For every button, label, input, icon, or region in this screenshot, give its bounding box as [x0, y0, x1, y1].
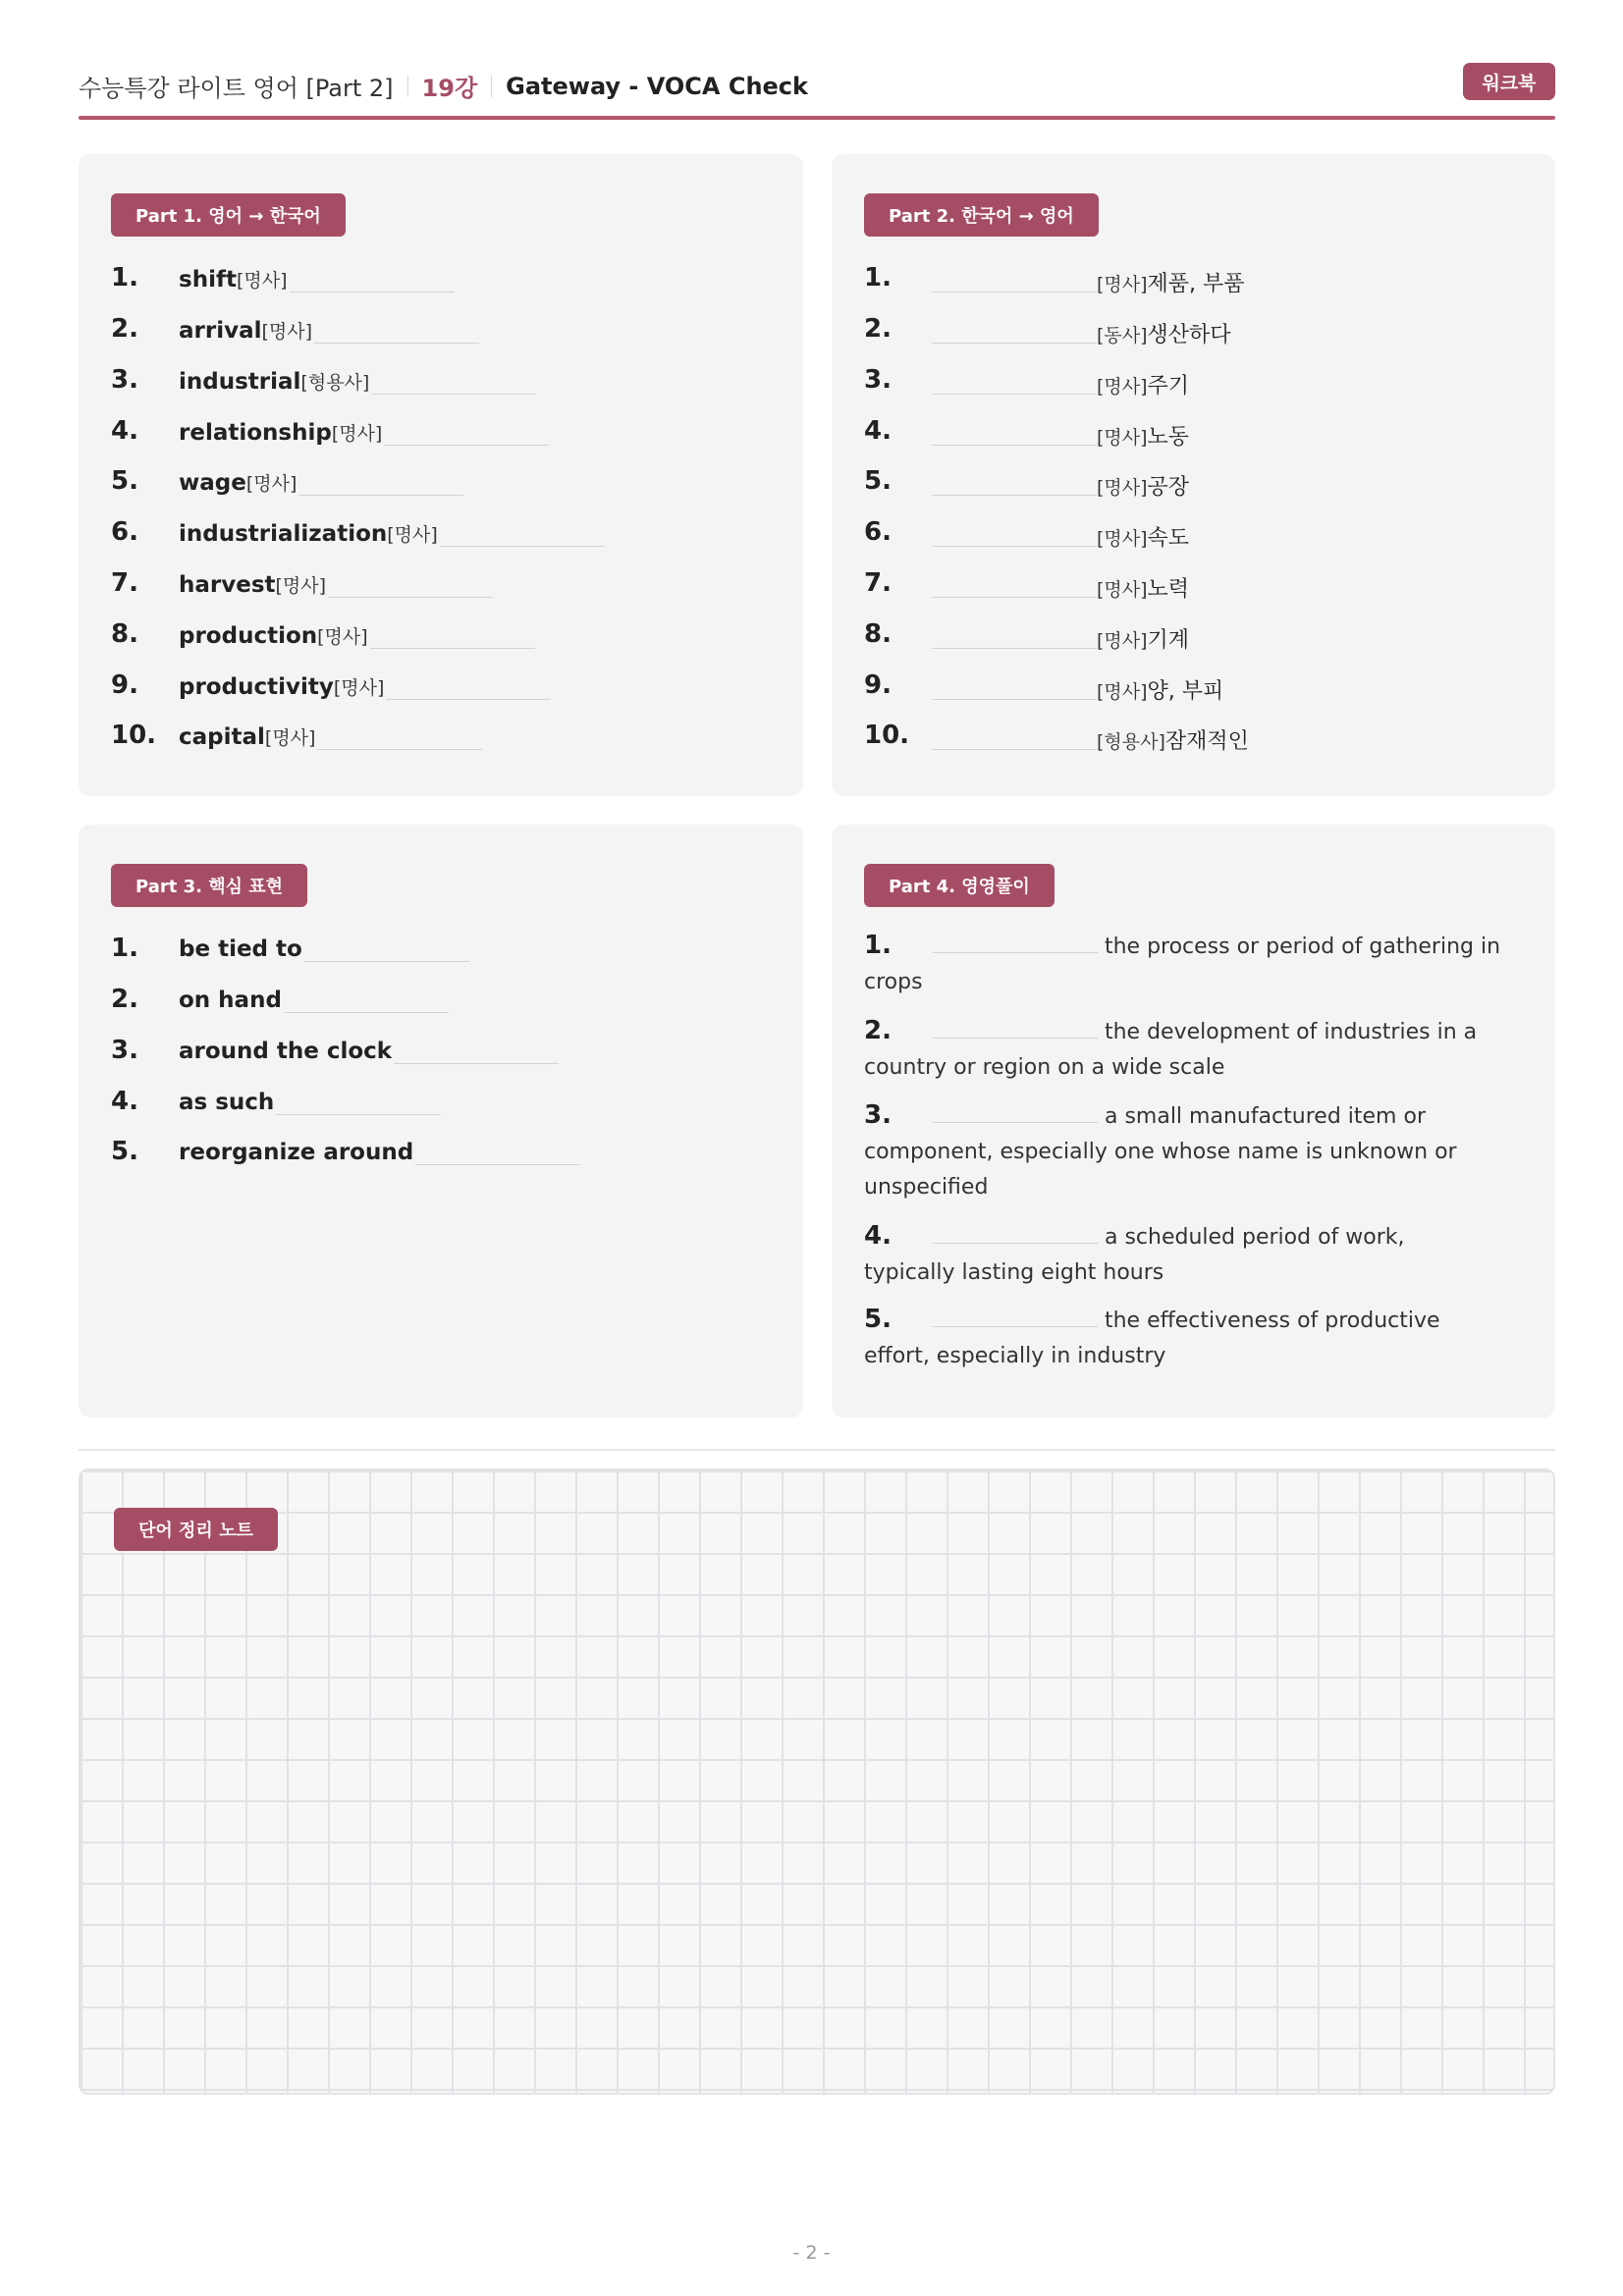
item-number: 1. — [864, 931, 892, 960]
meaning-text: 기계 — [1147, 628, 1190, 653]
part-of-speech: [명사] — [333, 677, 385, 699]
answer-blank[interactable] — [386, 678, 551, 700]
item-number: 8. — [864, 619, 892, 649]
korean-meaning — [1097, 267, 1245, 297]
meaning-text: 생산하다 — [1147, 323, 1231, 347]
item-number: 5. — [864, 466, 892, 496]
english-word: wage — [179, 470, 246, 496]
meaning-text: 잠재적인 — [1164, 729, 1249, 754]
phrase-prompt — [179, 988, 449, 1013]
korean-meaning — [1097, 470, 1189, 501]
item-number: 6. — [864, 517, 892, 547]
answer-blank[interactable] — [932, 572, 1097, 598]
answer-blank[interactable] — [932, 724, 1097, 750]
answer-blank[interactable] — [932, 674, 1097, 700]
answer-blank[interactable] — [440, 525, 605, 547]
answer-blank[interactable] — [933, 1222, 1098, 1244]
word-prompt — [179, 317, 479, 344]
part-of-speech: [명사] — [1097, 528, 1148, 550]
book-title: 수능특강 라이트 영어 [Part 2] — [79, 75, 394, 102]
english-definition: a small manufactured item or component, especially one whose name is unknown or unspecified — [864, 1104, 1457, 1200]
header-rule — [79, 116, 1555, 120]
part-of-speech: [명사] — [275, 575, 327, 597]
workbook-badge: 워크북 — [1463, 63, 1555, 100]
english-word: arrival — [179, 318, 262, 344]
answer-blank[interactable] — [328, 576, 493, 598]
korean-meaning — [1097, 318, 1231, 348]
item-number: 4. — [111, 416, 138, 446]
section-divider — [79, 1449, 1555, 1451]
header-title — [79, 69, 808, 103]
part-of-speech: [명사] — [1097, 274, 1148, 295]
key-phrase: be tied to — [179, 936, 302, 962]
word-prompt — [179, 368, 536, 395]
item-number: 2. — [111, 314, 138, 344]
part-of-speech: [명사] — [331, 423, 383, 445]
meaning-text: 공장 — [1147, 475, 1190, 500]
word-prompt — [179, 622, 535, 649]
item-number: 2. — [864, 314, 892, 344]
word-prompt — [179, 419, 549, 446]
answer-blank[interactable] — [415, 1144, 580, 1165]
notes-title: 단어 정리 노트 — [114, 1508, 278, 1551]
answer-blank[interactable] — [298, 474, 463, 496]
answer-blank[interactable] — [290, 271, 455, 293]
part-of-speech: [명사] — [1097, 477, 1148, 499]
part-of-speech: [형용사] — [300, 372, 370, 394]
phrase-prompt — [179, 1140, 580, 1165]
item-number: 1. — [111, 934, 138, 963]
part3-title: Part 3. 핵심 표현 — [111, 864, 307, 907]
part-of-speech: [형용사] — [1097, 731, 1165, 753]
english-word: relationship — [179, 420, 332, 446]
part1-title: Part 1. 영어 → 한국어 — [111, 193, 346, 237]
section-title: Gateway - VOCA Check — [506, 72, 808, 100]
part-of-speech: [명사] — [317, 626, 368, 648]
part-of-speech: [명사] — [1097, 681, 1148, 703]
korean-meaning — [1097, 724, 1249, 755]
answer-blank[interactable] — [933, 1101, 1098, 1123]
item-number: 1. — [111, 263, 138, 293]
key-phrase: around the clock — [179, 1039, 393, 1064]
part-of-speech: [명사] — [261, 321, 313, 343]
answer-blank[interactable] — [932, 470, 1097, 496]
word-prompt — [179, 571, 493, 598]
item-number: 4. — [111, 1087, 138, 1116]
part4-title: Part 4. 영영풀이 — [864, 864, 1055, 907]
korean-meaning — [1097, 572, 1189, 603]
list-item — [864, 1013, 1502, 1086]
meaning-text: 주기 — [1147, 374, 1190, 399]
english-definition: a scheduled period of work, typically lasting eight hours — [864, 1225, 1405, 1285]
vocab-notes-grid — [79, 1468, 1555, 2095]
item-number: 8. — [111, 619, 138, 649]
meaning-text: 노동 — [1147, 425, 1190, 450]
part-of-speech: [명사] — [1097, 427, 1148, 449]
answer-blank[interactable] — [276, 1094, 441, 1115]
answer-blank[interactable] — [932, 267, 1097, 293]
item-number: 2. — [864, 1016, 892, 1045]
phrase-prompt — [179, 1039, 559, 1064]
part4-card — [832, 825, 1555, 1417]
part-of-speech: [명사] — [264, 727, 316, 749]
answer-blank[interactable] — [932, 420, 1097, 446]
korean-meaning — [1097, 369, 1189, 400]
item-number: 5. — [111, 1137, 138, 1166]
part-of-speech: [명사] — [1097, 630, 1148, 652]
meaning-text: 제품, 부품 — [1147, 272, 1245, 296]
item-number: 5. — [864, 1305, 892, 1334]
word-prompt — [179, 673, 551, 700]
item-number: 7. — [864, 568, 892, 598]
korean-meaning — [1097, 420, 1189, 451]
english-word: productivity — [179, 674, 334, 700]
part-of-speech: [명사] — [245, 473, 298, 495]
answer-blank[interactable] — [370, 627, 535, 649]
answer-blank[interactable] — [371, 373, 536, 395]
header-separator — [407, 76, 408, 97]
answer-blank[interactable] — [932, 521, 1097, 547]
list-item — [864, 928, 1502, 1000]
list-item — [864, 1097, 1502, 1205]
item-number: 2. — [111, 985, 138, 1014]
answer-blank[interactable] — [933, 932, 1098, 953]
item-number: 6. — [111, 517, 138, 547]
word-prompt — [179, 520, 605, 547]
part1-card — [79, 154, 803, 796]
item-number: 3. — [111, 365, 138, 395]
item-number: 5. — [111, 466, 138, 496]
answer-blank[interactable] — [932, 369, 1097, 395]
item-number: 9. — [111, 670, 138, 700]
english-word: production — [179, 623, 318, 649]
meaning-text: 속도 — [1147, 526, 1190, 551]
item-number: 10. — [111, 721, 157, 750]
answer-blank[interactable] — [317, 728, 482, 750]
key-phrase: reorganize around — [179, 1140, 414, 1165]
key-phrase: on hand — [179, 988, 282, 1013]
part3-card — [79, 825, 803, 1417]
answer-blank[interactable] — [932, 318, 1097, 344]
word-prompt — [179, 723, 482, 750]
answer-blank[interactable] — [932, 623, 1097, 649]
list-item — [864, 1302, 1502, 1374]
item-number: 4. — [864, 1221, 892, 1251]
lesson-number: 19강 — [421, 75, 478, 102]
item-number: 9. — [864, 670, 892, 700]
item-number: 3. — [111, 1036, 138, 1065]
part-of-speech: [명사] — [1097, 579, 1148, 601]
answer-blank[interactable] — [933, 1306, 1098, 1327]
answer-blank[interactable] — [284, 991, 449, 1013]
part-of-speech: [명사] — [387, 524, 438, 546]
answer-blank[interactable] — [384, 424, 549, 446]
part-of-speech: [명사] — [1097, 376, 1148, 398]
page-number: - 2 - — [792, 2242, 831, 2264]
answer-blank[interactable] — [933, 1017, 1098, 1039]
english-word: shift — [179, 267, 237, 293]
list-item — [864, 1218, 1502, 1291]
answer-blank[interactable] — [314, 322, 479, 344]
item-number: 4. — [864, 416, 892, 446]
korean-meaning — [1097, 674, 1223, 705]
header-separator — [491, 76, 492, 97]
meaning-text: 양, 부피 — [1147, 679, 1224, 704]
page-header — [79, 63, 1555, 120]
part2-title: Part 2. 한국어 → 영어 — [864, 193, 1099, 237]
english-word: harvest — [179, 572, 276, 598]
korean-meaning — [1097, 521, 1189, 552]
item-number: 1. — [864, 263, 892, 293]
item-number: 3. — [864, 1100, 892, 1130]
english-word: industrialization — [179, 521, 388, 547]
phrase-prompt — [179, 1090, 441, 1115]
english-definition: the process or period of gathering in crops — [864, 934, 1501, 994]
english-definition: the effectiveness of productive effort, especially in industry — [864, 1308, 1440, 1368]
english-word: capital — [179, 724, 265, 750]
part-of-speech: [명사] — [236, 270, 288, 292]
word-prompt — [179, 266, 455, 293]
english-word: industrial — [179, 369, 301, 395]
part2-card — [832, 154, 1555, 796]
answer-blank[interactable] — [304, 940, 469, 962]
item-number: 3. — [864, 365, 892, 395]
meaning-text: 노력 — [1147, 577, 1190, 602]
item-number: 7. — [111, 568, 138, 598]
key-phrase: as such — [179, 1090, 275, 1115]
item-number: 10. — [864, 721, 910, 750]
korean-meaning — [1097, 623, 1189, 654]
answer-blank[interactable] — [394, 1042, 559, 1064]
phrase-prompt — [179, 936, 469, 962]
word-prompt — [179, 469, 463, 496]
english-definition: the development of industries in a country or region on a wide scale — [864, 1020, 1478, 1080]
part-of-speech: [동사] — [1097, 325, 1148, 347]
